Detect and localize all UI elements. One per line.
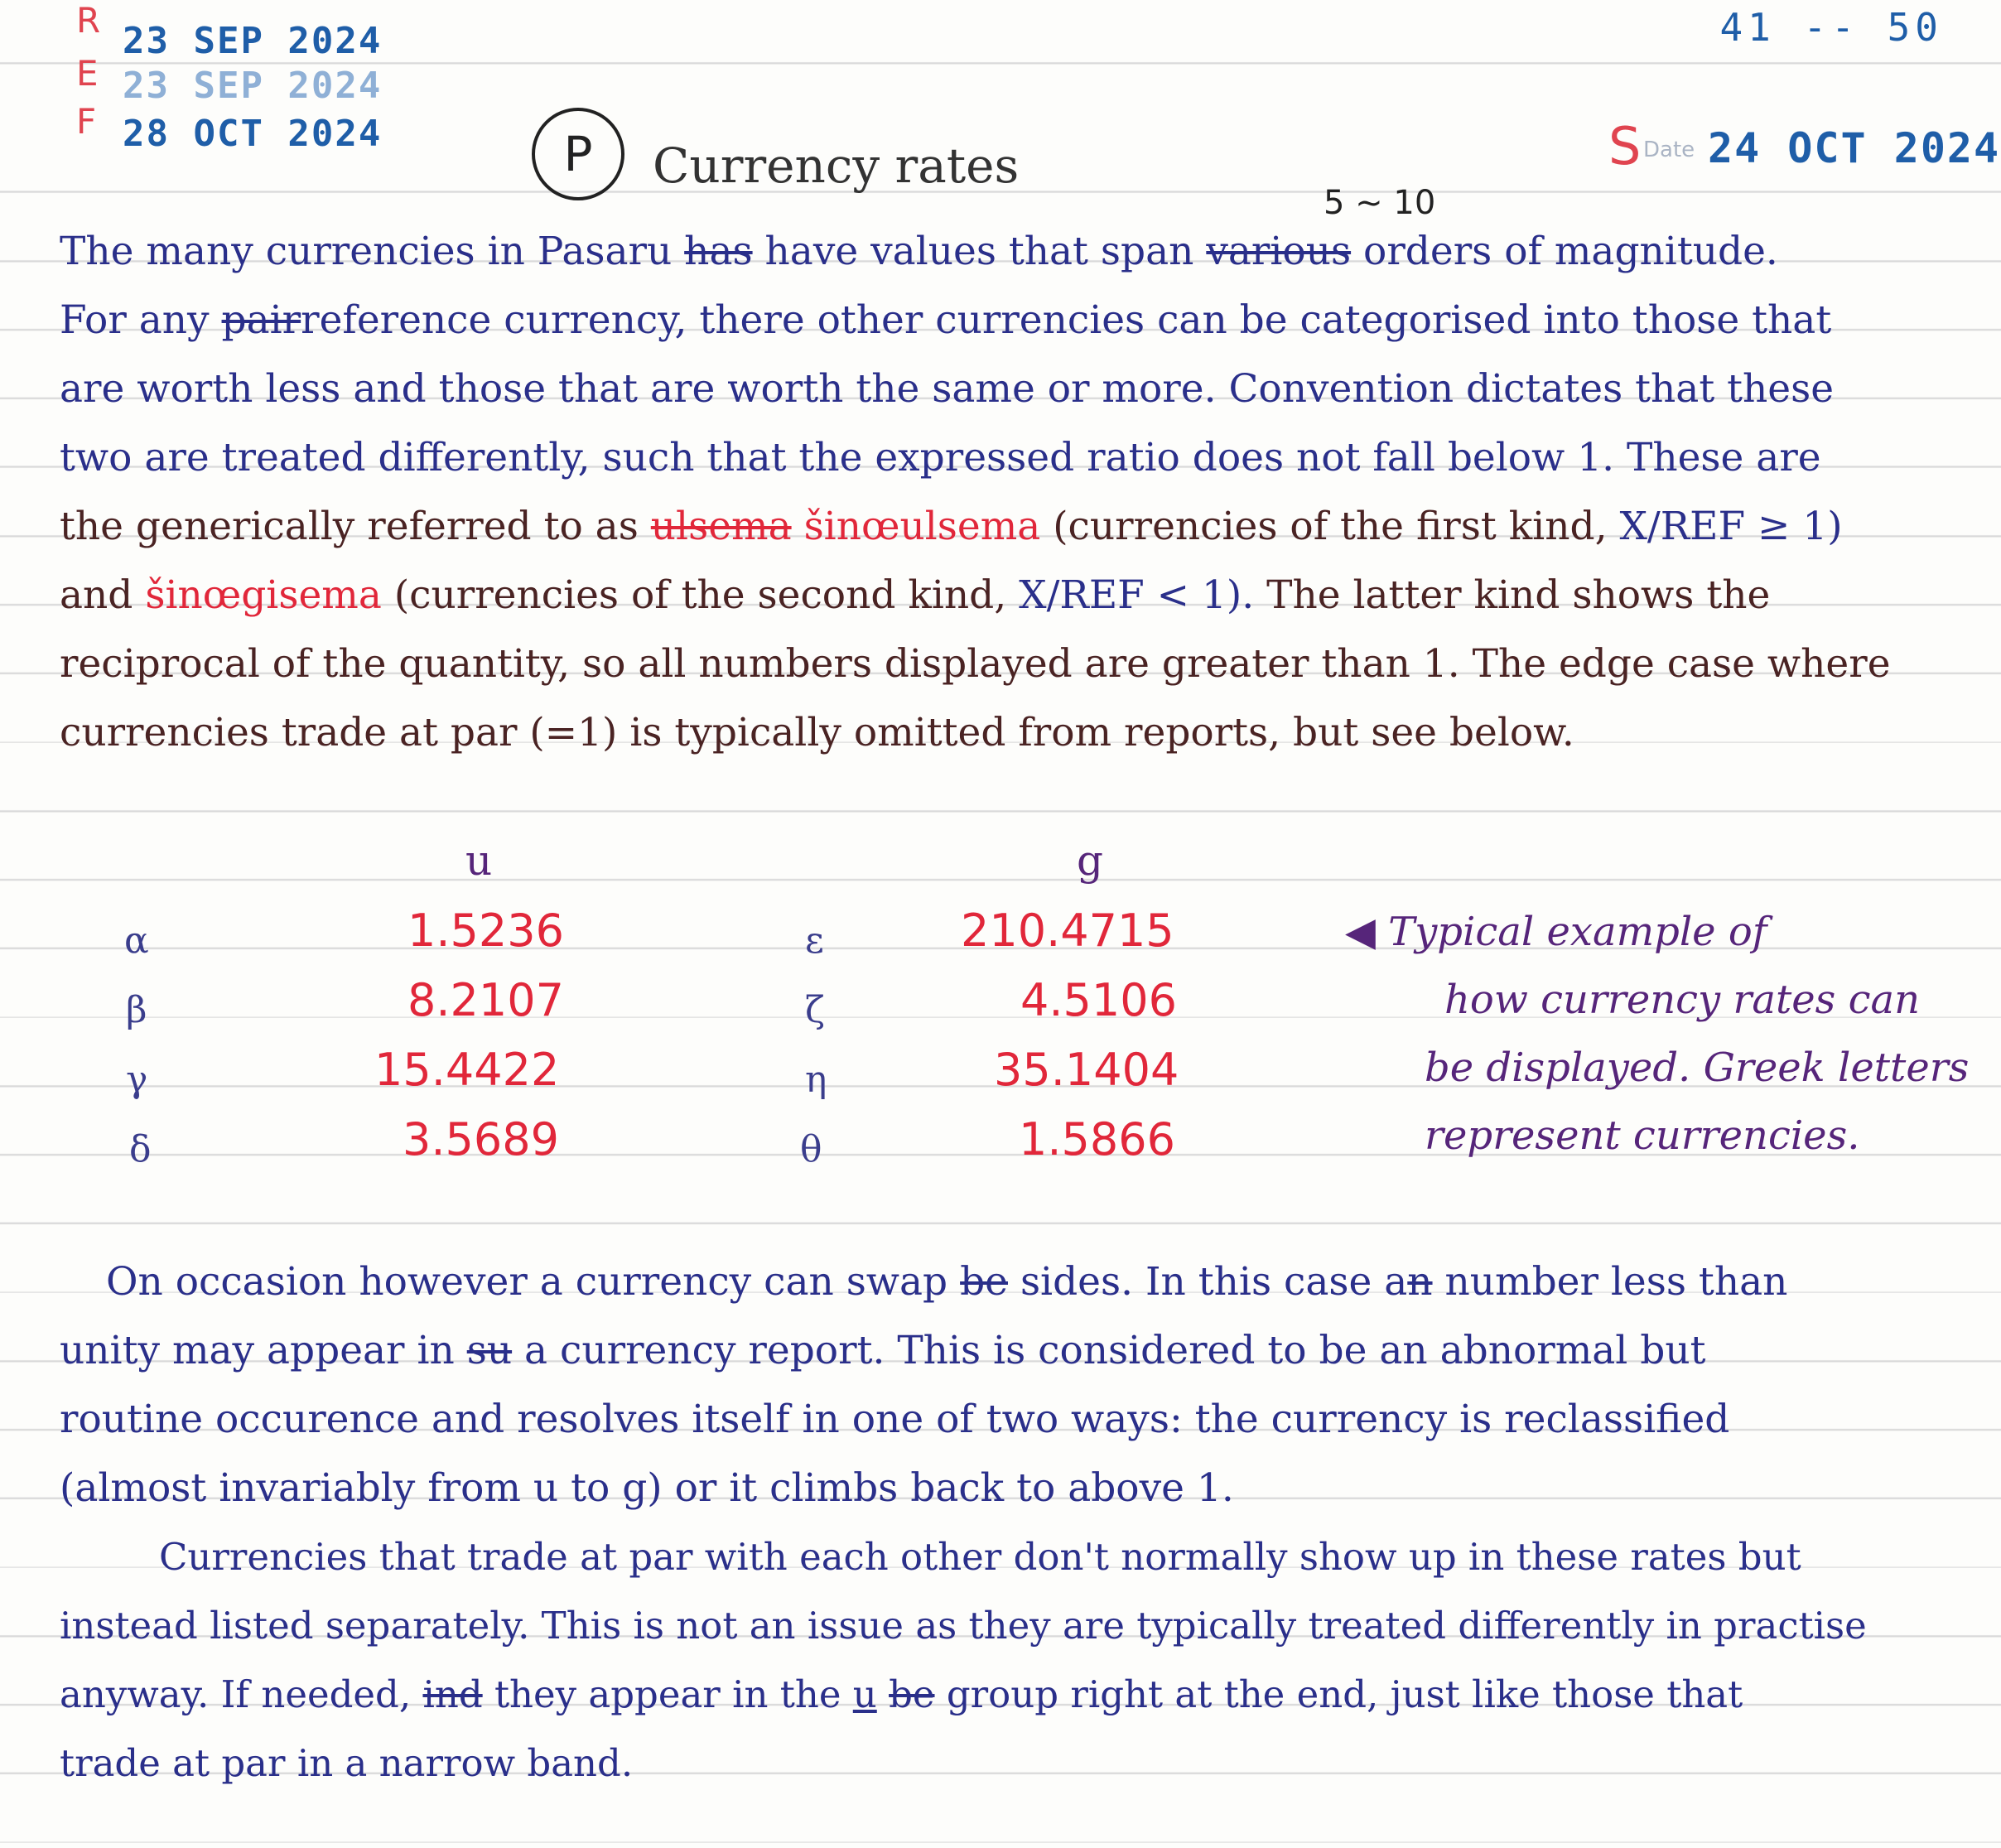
section-circle-badge — [532, 108, 624, 200]
strikethrough-text: su — [466, 1328, 513, 1373]
rate-value: 3.5689 — [403, 1113, 559, 1165]
note-line: how currency rates can — [1444, 977, 1920, 1023]
text-span: a currency report. This is considered to be an abnormal but — [512, 1328, 1706, 1373]
currency-letter: α — [124, 919, 149, 962]
text-span: and — [60, 572, 146, 618]
p1-line-4: two are treated differently, such that the expressed ratio does not fall below 1. These are — [60, 435, 1821, 480]
text-span: unity may appear in — [60, 1328, 467, 1373]
text-span: group right at the end, just like those that — [934, 1672, 1743, 1716]
p3-line-3 — [60, 1660, 1940, 1729]
strikethrough-text: be — [889, 1672, 935, 1716]
term-sinoeulsema: šinœulsema — [803, 504, 1041, 549]
text-span: there other currencies can be categorised into those that — [699, 297, 1832, 343]
note-line: be displayed. Greek letters — [1425, 1045, 1970, 1091]
p1-line-1 — [60, 217, 1940, 286]
currency-letter: ζ — [805, 989, 825, 1031]
date-label: Date — [1643, 138, 1695, 162]
ref-letter-e: E — [76, 53, 99, 94]
currency-letter: γ — [126, 1059, 148, 1101]
strikethrough-text: ulsema — [650, 504, 792, 549]
text-span: On occasion however a currency can swap — [106, 1259, 961, 1305]
p1-line-6 — [60, 561, 1940, 630]
rate-value: 1.5866 — [1019, 1113, 1175, 1165]
text-span: (currencies of the first kind, — [1040, 504, 1620, 549]
strikethrough-text: various — [1206, 229, 1352, 274]
p1-line-5 — [60, 492, 1940, 561]
column-header-u: u — [465, 837, 493, 885]
section-letter: P — [563, 126, 593, 182]
ref-letter-r: R — [76, 0, 101, 41]
rate-value: 35.1404 — [994, 1044, 1179, 1096]
text-span: have values that span — [752, 229, 1207, 274]
strikethrough-text: be — [960, 1259, 1008, 1305]
rate-value: 15.4422 — [374, 1044, 560, 1096]
currency-letter: β — [126, 989, 147, 1031]
p1-line-3: are worth less and those that are worth the same or more. Convention dictates that these — [60, 366, 1835, 412]
text-span: number less than — [1432, 1259, 1788, 1305]
text-span: anyway. If needed, — [60, 1672, 423, 1716]
p3-line-4: trade at par in a narrow band. — [60, 1741, 634, 1785]
p2-line-4: (almost invariably from u to g) or it climbs back to above 1. — [60, 1465, 1234, 1511]
note-line: ◀ Typical example of — [1345, 909, 1767, 955]
term-sinoegisema: šinœgisema — [145, 572, 382, 618]
p2-line-1 — [60, 1247, 1940, 1316]
currency-letter: η — [805, 1059, 827, 1101]
ref-date-stamp-2: 23 SEP 2024 — [123, 65, 383, 107]
page-title: Currency rates — [653, 138, 1020, 194]
date-stamp: 24 OCT 2024 — [1708, 124, 2001, 172]
text-span: The latter kind shows the — [1254, 572, 1771, 618]
currency-letter: ε — [805, 919, 824, 962]
rate-value: 210.4715 — [961, 905, 1174, 957]
note-line: represent currencies. — [1425, 1112, 1860, 1159]
ref-date-stamp-1: 23 SEP 2024 — [123, 20, 383, 62]
p3-line-2: instead listed separately. This is not an issue as they are typically treated differently in practise — [60, 1604, 1867, 1648]
p3-line-1: Currencies that trade at par with each other don't normally show up in these rates but — [159, 1535, 1801, 1579]
strikethrough-text: has — [684, 229, 753, 274]
paragraph-3 — [60, 1522, 1940, 1797]
table-side-note — [1345, 898, 1969, 1170]
text-span: For any — [60, 297, 222, 343]
underlined-text: u — [852, 1672, 877, 1716]
ref-date-stamp-3: 28 OCT 2024 — [123, 113, 383, 155]
s-letter: S — [1608, 116, 1642, 176]
ratio-expression: X/REF ≥ 1) — [1619, 504, 1843, 549]
p2-line-3: routine occurence and resolves itself in one of two ways: the currency is reclassified — [60, 1397, 1730, 1442]
strikethrough-text: n — [1407, 1259, 1433, 1305]
currency-letter: θ — [800, 1128, 822, 1170]
text-span: reference currency, — [301, 297, 700, 343]
strikethrough-text: ind — [422, 1672, 483, 1716]
page-range: 41 -- 50 — [1719, 5, 1943, 50]
rate-value: 4.5106 — [1020, 974, 1177, 1026]
text-span: they appear in the — [482, 1672, 853, 1716]
text-span: the generically referred to as — [60, 504, 651, 549]
p1-line-8: currencies trade at par (=1) is typically omitted from reports, but see below. — [60, 710, 1574, 755]
insertion-note: 5 ~ 10 — [1324, 184, 1436, 222]
paragraph-2 — [60, 1247, 1940, 1522]
p1-line-7: reciprocal of the quantity, so all numbers displayed are greater than 1. The edge case where — [60, 641, 1891, 687]
text-span: sides. In this case a — [1008, 1259, 1408, 1305]
text-span: The many currencies in Pasaru — [60, 229, 685, 274]
paragraph-1 — [60, 217, 1940, 767]
rate-value: 1.5236 — [407, 905, 564, 957]
p2-line-2 — [60, 1316, 1940, 1385]
ref-letter-f: F — [76, 101, 97, 142]
text-span: (currencies of the second kind, — [381, 572, 1020, 618]
currency-letter: δ — [129, 1128, 152, 1170]
strikethrough-text: pair — [221, 297, 301, 343]
text-span: orders of magnitude. — [1351, 229, 1778, 274]
rate-value: 8.2107 — [407, 974, 564, 1026]
ratio-expression: X/REF < 1). — [1019, 572, 1255, 618]
p1-line-2 — [60, 286, 1940, 355]
column-header-g: g — [1077, 837, 1104, 885]
